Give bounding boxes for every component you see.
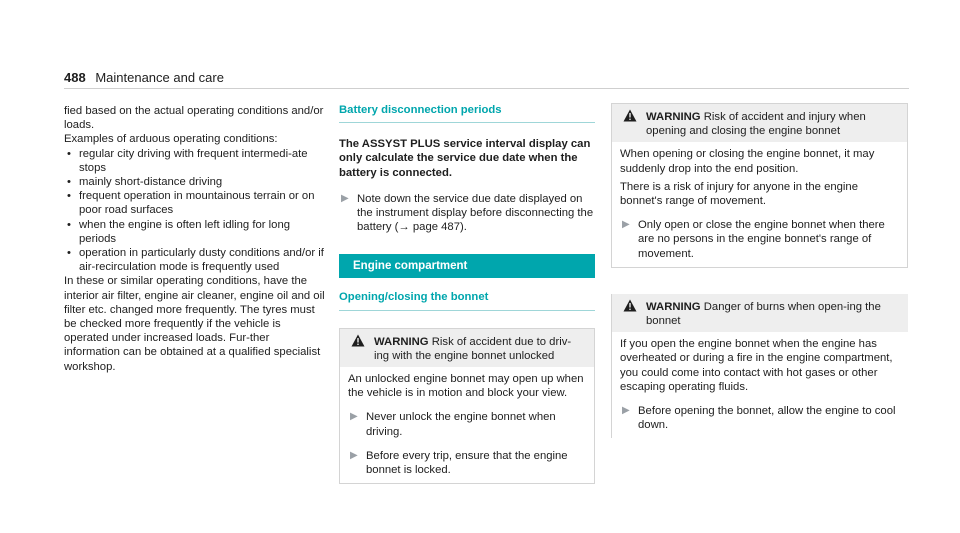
warning-step-text: Before opening the bonnet, allow the engine to cool down.	[638, 405, 896, 432]
warning-step-text: Never unlock the engine bonnet when driving.	[366, 411, 556, 438]
warning-heading: Danger of burns when open-ing the bonnet	[646, 300, 881, 328]
warning-text: An unlocked engine bonnet may open up when the vehicle is in motion and block your view.	[348, 373, 584, 400]
closing-paragraph: In these or similar operating conditions, have the interior air filter, engine air cleaner, engine oil and oil filter etc. changed more frequently. The tyres must be checked more frequently if the vehicle is operated under increased loads. Fur-ther information can be obtained at a qualified specialist workshop.	[64, 275, 325, 373]
warning-header	[612, 104, 907, 142]
warning-body	[340, 367, 594, 483]
warning-triangle-icon	[623, 299, 637, 312]
page-number: 488	[64, 70, 86, 85]
conditions-list	[64, 147, 326, 275]
warning-heading: Risk of accident due to driv-ing with the engine bonnet unlocked	[374, 335, 572, 362]
page-header	[64, 70, 224, 85]
warning-step	[348, 410, 586, 438]
warning-text: If you open the engine bonnet when the engine has overheated or during a fire in the engine compartment, you could come into contact with hot gases or other escaping operating fluids.	[620, 338, 893, 393]
warning-text: There is a risk of injury for anyone in the engine bonnet's range of movement.	[620, 180, 858, 208]
step-arrow-icon: ▶	[350, 411, 358, 423]
warning-keyword: WARNING	[646, 300, 701, 313]
column-left	[64, 104, 326, 374]
list-item: • frequent operation in mountainous terrain or on poor road surfaces	[64, 189, 326, 217]
warning-step-text: Before every trip, ensure that the engine bonnet is locked.	[366, 449, 568, 477]
warning-heading: Risk of accident and injury when opening and closing the engine bonnet	[646, 111, 866, 138]
warning-box-driving	[339, 328, 595, 485]
battery-section-title: Battery disconnection periods	[339, 103, 595, 123]
warning-triangle-icon	[351, 334, 365, 347]
warning-text: When opening or closing the engine bonnet, it may suddenly drop into the end position.	[620, 148, 875, 175]
intro-paragraph: fied based on the actual operating conditions and/or loads.	[64, 105, 324, 132]
warning-keyword: WARNING	[646, 111, 701, 123]
step-arrow-icon: ▶	[622, 219, 630, 231]
list-item: • mainly short-distance driving	[64, 175, 326, 189]
step-arrow-icon: ▶	[341, 192, 349, 204]
warning-step	[348, 449, 586, 477]
warning-body	[612, 332, 908, 438]
column-middle	[339, 103, 595, 484]
page-section-title: Maintenance and care	[95, 70, 224, 85]
list-item: • regular city driving with frequent intermedi-ate stops	[64, 147, 326, 175]
warning-header	[612, 294, 908, 332]
warning-triangle-icon	[623, 109, 637, 122]
header-divider	[64, 88, 909, 89]
warning-step	[620, 218, 899, 261]
warning-box-burns	[611, 294, 908, 439]
warning-header	[340, 329, 594, 367]
list-item: • operation in particularly dusty conditions and/or if air-recirculation mode is frequently used	[64, 246, 326, 274]
warning-step-text: Only open or close the engine bonnet when there are no persons in the engine bonnet's range of movement.	[638, 219, 885, 260]
warning-body	[612, 142, 907, 266]
warning-keyword: WARNING	[374, 335, 429, 348]
warning-box-opening	[611, 103, 908, 268]
step-arrow-icon: ▶	[350, 449, 358, 461]
list-item: • when the engine is often left idling for long periods	[64, 218, 326, 246]
engine-compartment-banner: Engine compartment	[339, 254, 595, 278]
battery-step	[339, 192, 595, 235]
step-arrow-icon: ▶	[622, 405, 630, 417]
battery-step-text: Note down the service due date displayed on the instrument display before disconnecting the battery (→ page 487).	[357, 192, 594, 234]
column-right	[611, 103, 908, 438]
examples-label: Examples of arduous operating conditions:	[64, 133, 278, 146]
battery-lead: The ASSYST PLUS service interval display can only calculate the service due date when the battery is connected.	[339, 138, 591, 179]
warning-step	[620, 404, 900, 432]
bonnet-section-title: Opening/closing the bonnet	[339, 290, 595, 310]
